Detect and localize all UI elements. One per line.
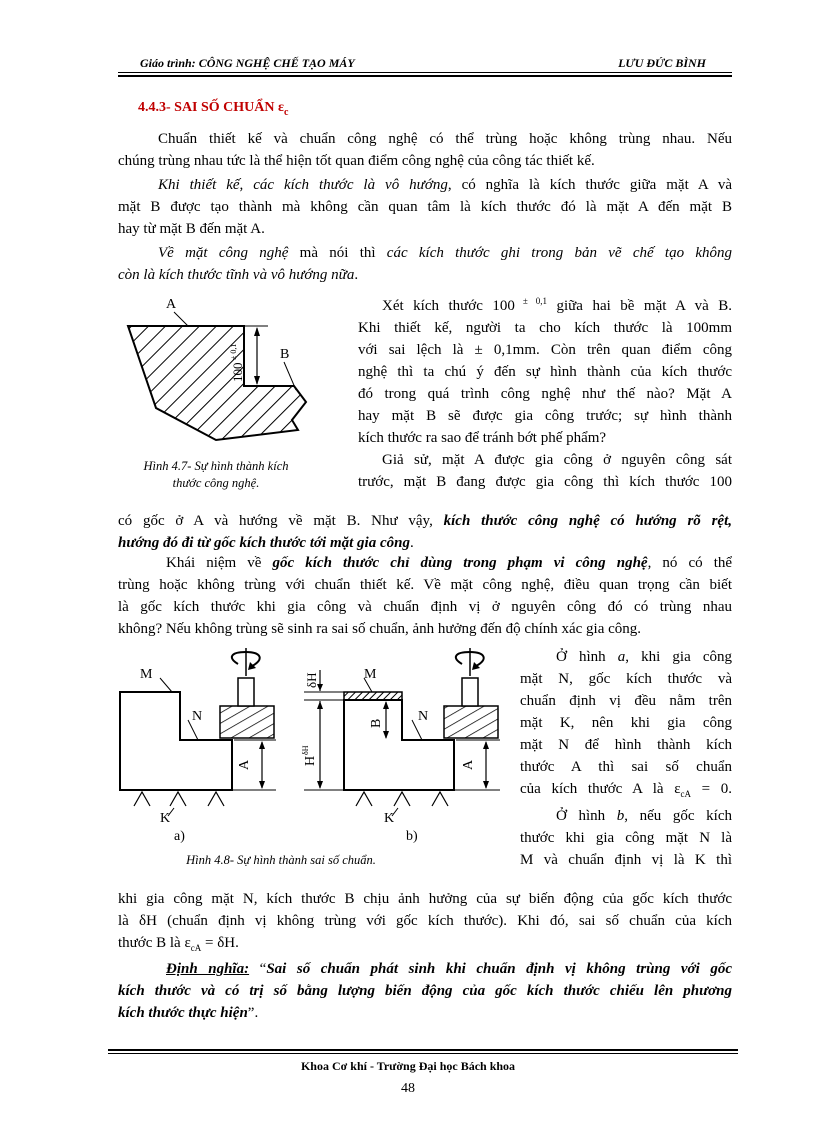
svg-text:K: K	[384, 811, 395, 826]
label-a: A	[166, 297, 177, 312]
svg-text:H: H	[303, 755, 318, 766]
footer-text: Khoa Cơ khí - Trường Đại học Bách khoa	[300, 1059, 516, 1073]
svg-text:± 0,1: ± 0,1	[229, 343, 238, 360]
header-left: Giáo trình: CÔNG NGHỆ CHẾ TẠO MÁY	[140, 56, 355, 70]
svg-text:δH: δH	[304, 672, 319, 688]
svg-text:100: 100	[230, 362, 245, 382]
svg-text:δH: δH	[301, 745, 310, 755]
paragraph-4-cont: có gốc ở A và hướng về mặt B. Như vậy, kích thước công nghệ có hướng rõ rệt, hướng đó đi từ gốc kích thước tới mặt gia công.	[118, 513, 733, 551]
svg-text:N: N	[418, 709, 429, 724]
svg-text:M: M	[364, 667, 377, 682]
paragraph-1: Chuẩn thiết kế và chuẩn công nghệ có thể trùng hoặc không trùng nhau. Nếu chúng trùng nhau tức là thể hiện tốt quan điểm công nghệ của công tác thiết kế.	[118, 131, 732, 169]
paragraph-5: Khái niệm về gốc kích thước chỉ dùng trong phạm vi công nghệ, nó có thể trùng hoặc không trùng với chuẩn thiết kế. Về mặt công nghệ, điều quan trọng cần biết là gốc kích thước khi gia công và chuẩn định vị ở nguyên công đó có trùng nhau không? Nếu không trùng sẽ sinh ra sai số chuẩn, ảnh hưởng đến độ chính xác gia công.	[118, 555, 733, 637]
paragraph-6-cont: khi gia công mặt N, kích thước B chịu ảnh hưởng của sự biến động của gốc kích thước là δH (chuẩn định vị không trùng với gốc kích thước). Khi đó, sai số chuẩn của kích thước B là $\varepsilon_{cA} = \delta H$.	[118, 891, 732, 953]
paragraph-7-definition: Định nghĩa: “Sai số chuẩn phát sinh khi chuẩn định vị không trùng với gốc kích thước và có trị số bằng lượng biến động của gốc kích thước chiếu lên phương kích thước thực hiện”.	[118, 961, 732, 1021]
paragraph-6: Ở hình a, khi gia công mặt N, gốc kích thước và chuẩn định vị đều nằm trên mặt K, nên khi gia công mặt N để hình thành kích thước A thì sai số chuẩn của kích thước A là $\varepsilon_{cA} = 0$. Ở hình b, nếu gốc kích thước khi gia công mặt N là M và chuẩn định vị là K thì	[520, 649, 733, 868]
page-number: 48	[401, 1081, 415, 1096]
header-rule-thick	[118, 75, 732, 77]
svg-text:N: N	[192, 709, 203, 724]
svg-text:B: B	[369, 718, 384, 728]
label-b: B	[280, 347, 290, 362]
figure-4-7-caption: Hình 4.7- Sự hình thành kích thước công nghệ.	[143, 459, 289, 490]
paragraph-2: Khi thiết kế, các kích thước là vô hướng, có nghĩa là kích thước giữa mặt A và mặt B được tạo thành mà không cần quan tâm là kích thước đó là mặt A đến mặt B hay từ mặt B đến mặt A.	[118, 177, 732, 237]
paragraph-3: Về mặt công nghệ mà nói thì các kích thước ghi trong bản vẽ chế tạo không còn là kích thước tĩnh và vô hướng nữa.	[118, 245, 733, 283]
svg-text:A: A	[461, 759, 476, 770]
svg-text:b): b)	[406, 829, 418, 844]
footer-rule	[108, 1053, 738, 1054]
svg-text:A: A	[237, 759, 252, 770]
hatched-part	[128, 326, 306, 440]
svg-text:a): a)	[174, 829, 185, 844]
figure-4-8-caption: Hình 4.8- Sự hình thành sai số chuẩn.	[186, 853, 376, 867]
figure-4-8a	[120, 648, 276, 844]
figure-4-7	[116, 290, 356, 460]
section-heading: 4.4.3- SAI SỐ CHUẨN $\varepsilon_c$	[138, 100, 289, 118]
footer-rule-thick	[108, 1049, 738, 1051]
figure-4-8b	[301, 648, 500, 844]
paragraph-4: Xét kích thước 100 $^{\pm 0,1}$ giữa hai bề mặt A và B. Khi thiết kế, người ta cho kích thước là 100mm với sai lệch là ± 0,1mm. Còn trên quan điểm công nghệ thì ta chú ý đến sự hình thành của kích thước đó trong quá trình công nghệ như thế nào? Mặt A hay mặt B sẽ được gia công trước; sự hình thành kích thước ra sao để tránh bớt phế phẩm? Giả sử, mặt A được gia công ở nguyên công sát trước, mặt B đang được gia công thì kích thước 100	[358, 296, 732, 490]
header-right: LƯU ĐỨC BÌNH	[618, 56, 706, 70]
svg-text:K: K	[160, 811, 171, 826]
svg-text:M: M	[140, 667, 153, 682]
header-rule	[118, 72, 732, 73]
figure-4-8	[116, 648, 520, 856]
